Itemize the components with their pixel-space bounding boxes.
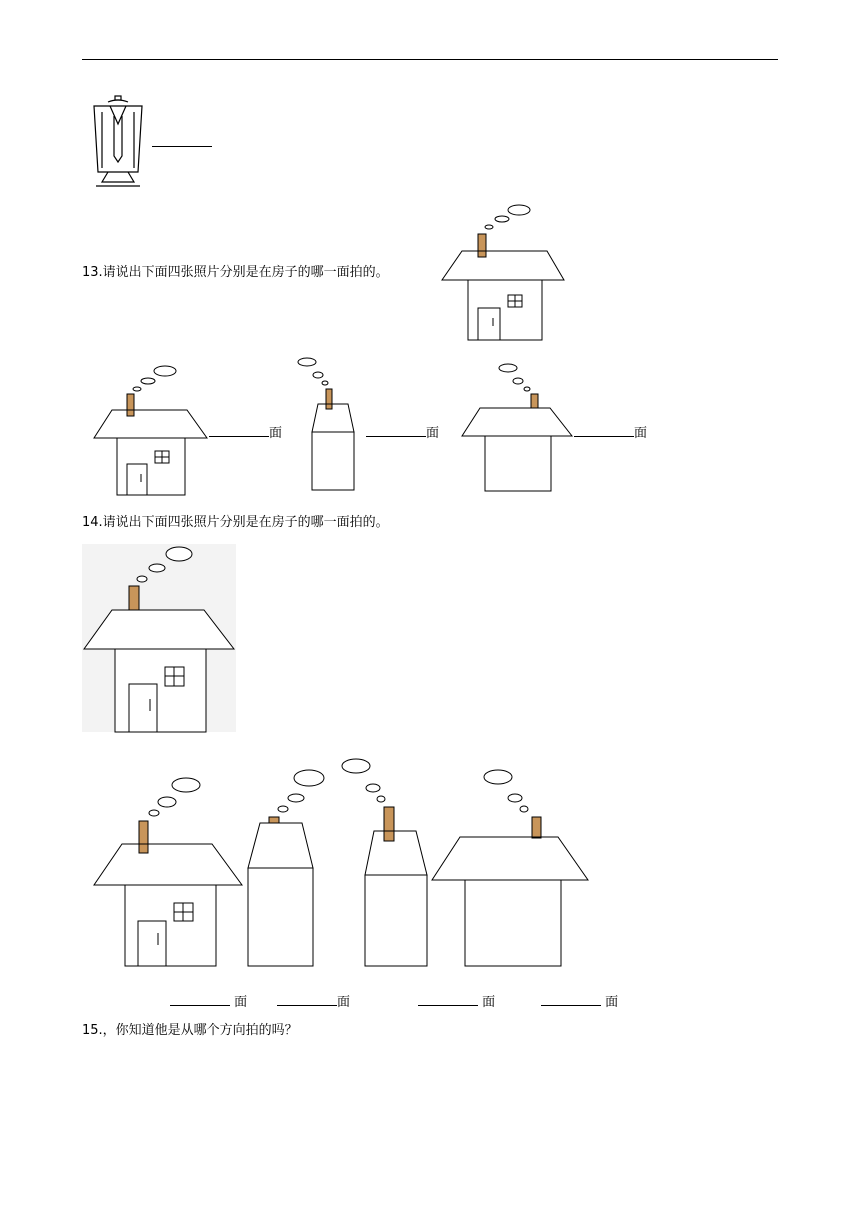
answer-blank[interactable] (152, 146, 212, 147)
answer-line-3[interactable] (418, 993, 495, 1011)
pot-figure (88, 94, 158, 194)
answer-line-2[interactable] (366, 424, 439, 442)
question-14-prompt: 14.请说出下面四张照片分别是在房子的哪一面拍的。 (82, 515, 389, 530)
reference-photo (82, 544, 236, 732)
suffix-face: 面 (482, 995, 496, 1010)
suffix-face: 面 (269, 426, 283, 441)
house-view-3 (460, 360, 575, 495)
answer-line-2[interactable] (277, 993, 350, 1011)
suffix-face: 面 (234, 995, 248, 1010)
suffix-face: 面 (337, 995, 351, 1010)
house-view-3 (336, 753, 426, 968)
answer-line-1[interactable] (170, 993, 247, 1011)
house-view-1 (92, 773, 247, 968)
house-view-4 (430, 767, 590, 967)
suffix-face: 面 (605, 995, 619, 1010)
suffix-face: 面 (634, 426, 648, 441)
house-view-1 (92, 362, 212, 497)
reference-house-front (82, 544, 236, 732)
reference-house-front (440, 202, 580, 342)
question-13-prompt: 13.请说出下面四张照片分别是在房子的哪一面拍的。 (82, 265, 389, 280)
header-rule (82, 59, 778, 60)
house-view-2 (246, 753, 326, 968)
question-15-prompt: 15.，你知道他是从哪个方向拍的吗？ (82, 1023, 298, 1038)
answer-line-4[interactable] (541, 993, 618, 1011)
answer-line-3[interactable] (574, 424, 647, 442)
suffix-face: 面 (426, 426, 440, 441)
house-view-2 (296, 354, 366, 494)
answer-line-1[interactable] (209, 424, 282, 442)
